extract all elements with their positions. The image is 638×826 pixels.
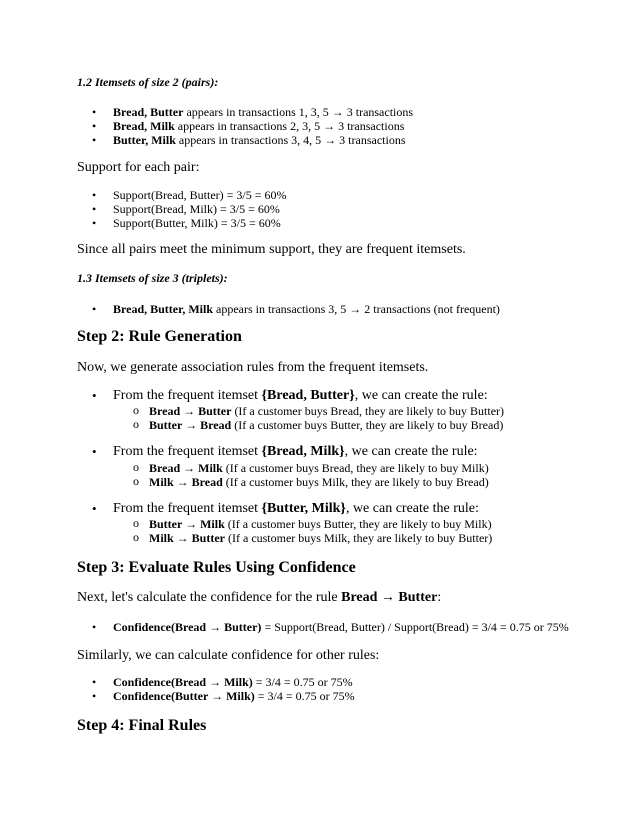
- step-heading: Step 4: Final Rules: [77, 717, 207, 734]
- bullet-icon: •: [92, 119, 97, 133]
- paragraph: Next, let's calculate the confidence for the rule Bread → Butter:: [77, 590, 442, 605]
- list-item: • Support(Butter, Milk) = 3/5 = 60%: [92, 216, 281, 230]
- sub-list-item: o Butter → Bread (If a customer buys Butter, they are likely to buy Bread): [133, 417, 504, 432]
- bullet-icon: •: [92, 501, 97, 516]
- bullet-icon: •: [92, 202, 97, 216]
- list-item: • Support(Bread, Butter) = 3/5 = 60%: [92, 188, 287, 202]
- bullet-icon: •: [92, 216, 97, 230]
- bullet-icon: •: [92, 188, 97, 202]
- bullet-icon: •: [92, 444, 97, 459]
- sub-list-item: o Milk → Bread (If a customer buys Milk, they are likely to buy Bread): [133, 474, 489, 489]
- bullet-icon: •: [92, 388, 97, 403]
- sub-list-item: o Bread → Butter (If a customer buys Bread, they are likely to buy Butter): [133, 403, 505, 418]
- list-item: • Confidence(Bread → Butter) = Support(Bread, Butter) / Support(Bread) = 3/4 = 0.75 or 75%: [92, 620, 569, 634]
- paragraph: Since all pairs meet the minimum support, they are frequent itemsets.: [77, 242, 466, 257]
- list-item: • From the frequent itemset {Bread, Butter}, we can create the rule:: [92, 388, 488, 403]
- list-item: • Confidence(Butter → Milk) = 3/4 = 0.75 or 75%: [92, 689, 355, 703]
- paragraph: Support for each pair:: [77, 160, 200, 175]
- sub-list-item: o Butter → Milk (If a customer buys Butter, they are likely to buy Milk): [133, 516, 492, 531]
- bullet-icon: •: [92, 105, 97, 119]
- circle-bullet-icon: o: [133, 417, 139, 431]
- list-item: • From the frequent itemset {Butter, Milk}, we can create the rule:: [92, 501, 479, 516]
- bullet-icon: •: [92, 302, 97, 316]
- paragraph: Similarly, we can calculate confidence for other rules:: [77, 648, 380, 663]
- list-item: • From the frequent itemset {Bread, Milk}, we can create the rule:: [92, 444, 478, 459]
- list-item: • Support(Bread, Milk) = 3/5 = 60%: [92, 202, 280, 216]
- circle-bullet-icon: o: [133, 474, 139, 488]
- step-heading: Step 3: Evaluate Rules Using Confidence: [77, 559, 356, 576]
- bullet-icon: •: [92, 620, 97, 634]
- list-item: • Confidence(Bread → Milk) = 3/4 = 0.75 or 75%: [92, 675, 353, 689]
- list-item: • Bread, Butter appears in transactions 1, 3, 5 → 3 transactions: [92, 105, 414, 119]
- circle-bullet-icon: o: [133, 403, 139, 417]
- sub-list-item: o Bread → Milk (If a customer buys Bread, they are likely to buy Milk): [133, 460, 489, 475]
- circle-bullet-icon: o: [133, 460, 139, 474]
- step-heading: Step 2: Rule Generation: [77, 328, 242, 345]
- section-heading-triplets: 1.3 Itemsets of size 3 (triplets):: [77, 271, 228, 285]
- bullet-icon: •: [92, 675, 97, 689]
- sub-list-item: o Milk → Butter (If a customer buys Milk, they are likely to buy Butter): [133, 530, 493, 545]
- paragraph: Now, we generate association rules from the frequent itemsets.: [77, 360, 429, 375]
- circle-bullet-icon: o: [133, 530, 139, 544]
- list-item: • Butter, Milk appears in transactions 3, 4, 5 → 3 transactions: [92, 133, 406, 147]
- circle-bullet-icon: o: [133, 516, 139, 530]
- bullet-icon: •: [92, 689, 97, 703]
- list-item: • Bread, Milk appears in transactions 2, 3, 5 → 3 transactions: [92, 119, 405, 133]
- bullet-icon: •: [92, 133, 97, 147]
- section-heading-pairs: 1.2 Itemsets of size 2 (pairs):: [77, 75, 219, 89]
- list-item: • Bread, Butter, Milk appears in transactions 3, 5 → 2 transactions (not frequent): [92, 302, 500, 316]
